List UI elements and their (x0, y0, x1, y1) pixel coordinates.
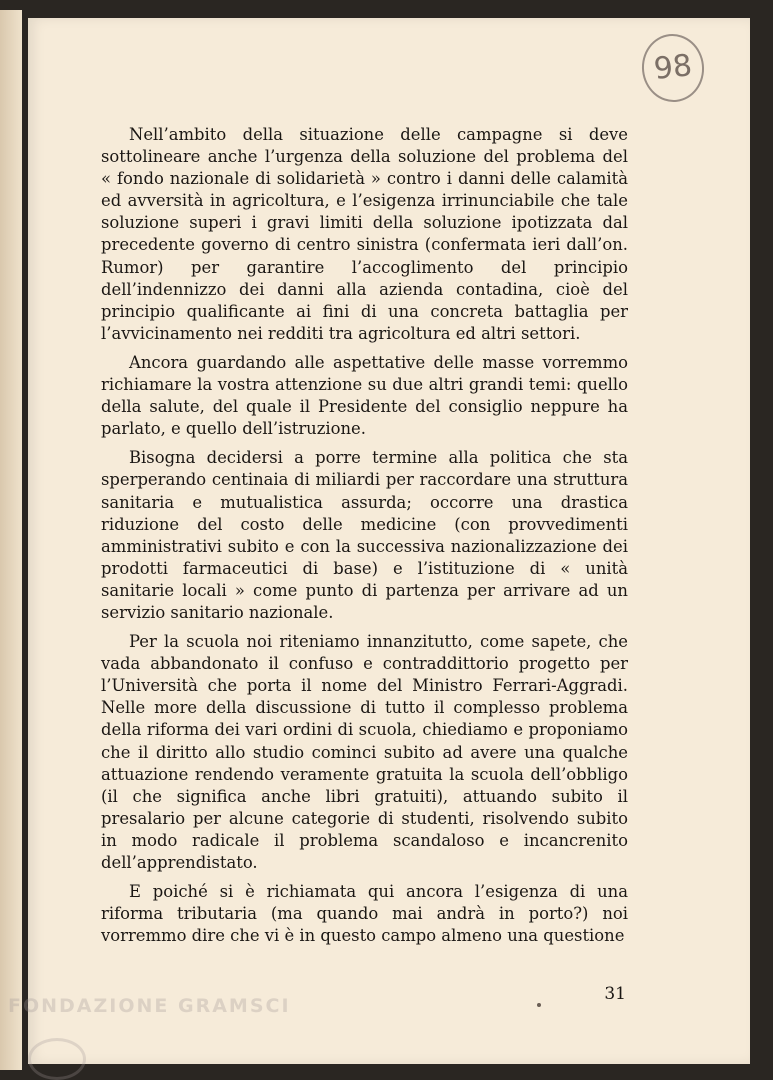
body-text (101, 124, 628, 954)
paragraph-1: Nell’ambito della situazione delle campagne si deve sottolineare anche l’urgenza della soluzione del problema del « fondo nazionale di solidarietà » contro i danni delle calamità ed avversità in agricoltura, e l’esigenza irrinunciabile che tale soluzione superi i gravi limiti della soluzione ipotizzata dal precedente governo di centro sinistra (confermata ieri dall’on. Rumor) per garantire l’accoglimento del principio dell’indennizzo dei danni alla azienda contadina, cioè del principio qualificante ai fini di una concreta battaglia per l’avvicinamento nei redditi tra agricoltura ed altri settori. (101, 125, 628, 343)
previous-page-edge (0, 10, 22, 1070)
paragraph-2: Ancora guardando alle aspettative delle masse vorremmo richiamare la vostra attenzione su due altri grandi temi: quello della salute, del quale il Presidente del consiglio neppure ha parlato, e quello dell’istruzione. (101, 352, 628, 439)
page-number: 31 (604, 984, 626, 1004)
paragraph-4: Per la scuola noi riteniamo innanzitutto, come sapete, che vada abbandonato il confuso e contraddittorio progetto per l’Università che porta il nome del Ministro Ferrari-Aggradi. Nelle more della discussione di tutto il complesso problema della riforma dei vari ordini di scuola, chiediamo e proponiamo che il diritto allo studio cominci subito ad avere una qualche attuazione rendendo veramente gratuita la scuola dell’obbligo (il che significa anche libri gratuiti), attuando subito il presalario per alcune categorie di studenti, risolvendo subito in modo radicale il problema scandaloso e incancrenito dell’apprendistato. (101, 632, 628, 872)
watermark-logo-icon (28, 1038, 86, 1080)
archive-watermark: FONDAZIONE GRAMSCI (8, 995, 291, 1017)
paragraph-5: E poiché si è richiamata qui ancora l’esigenza di una riforma tributaria (ma quando mai andrà in porto?) noi vorremmo dire che vi è in questo campo almeno una questione (101, 882, 628, 946)
handwritten-page-mark: 98 (639, 31, 708, 105)
paragraph-3: Bisogna decidersi a porre termine alla politica che sta sperperando centinaia di miliardi per raccordare una struttura sanitaria e mutualistica assurda; occorre una drastica riduzione del costo delle medicine (con provvedimenti amministrativi subito e con la successiva nazionalizzazione dei prodotti farmaceutici di base) e l’istituzione di « unità sanitarie locali » come punto di partenza per arrivare ad un servizio sanitario nazionale. (101, 448, 628, 622)
document-page (28, 18, 750, 1064)
ink-dot (537, 1003, 541, 1007)
